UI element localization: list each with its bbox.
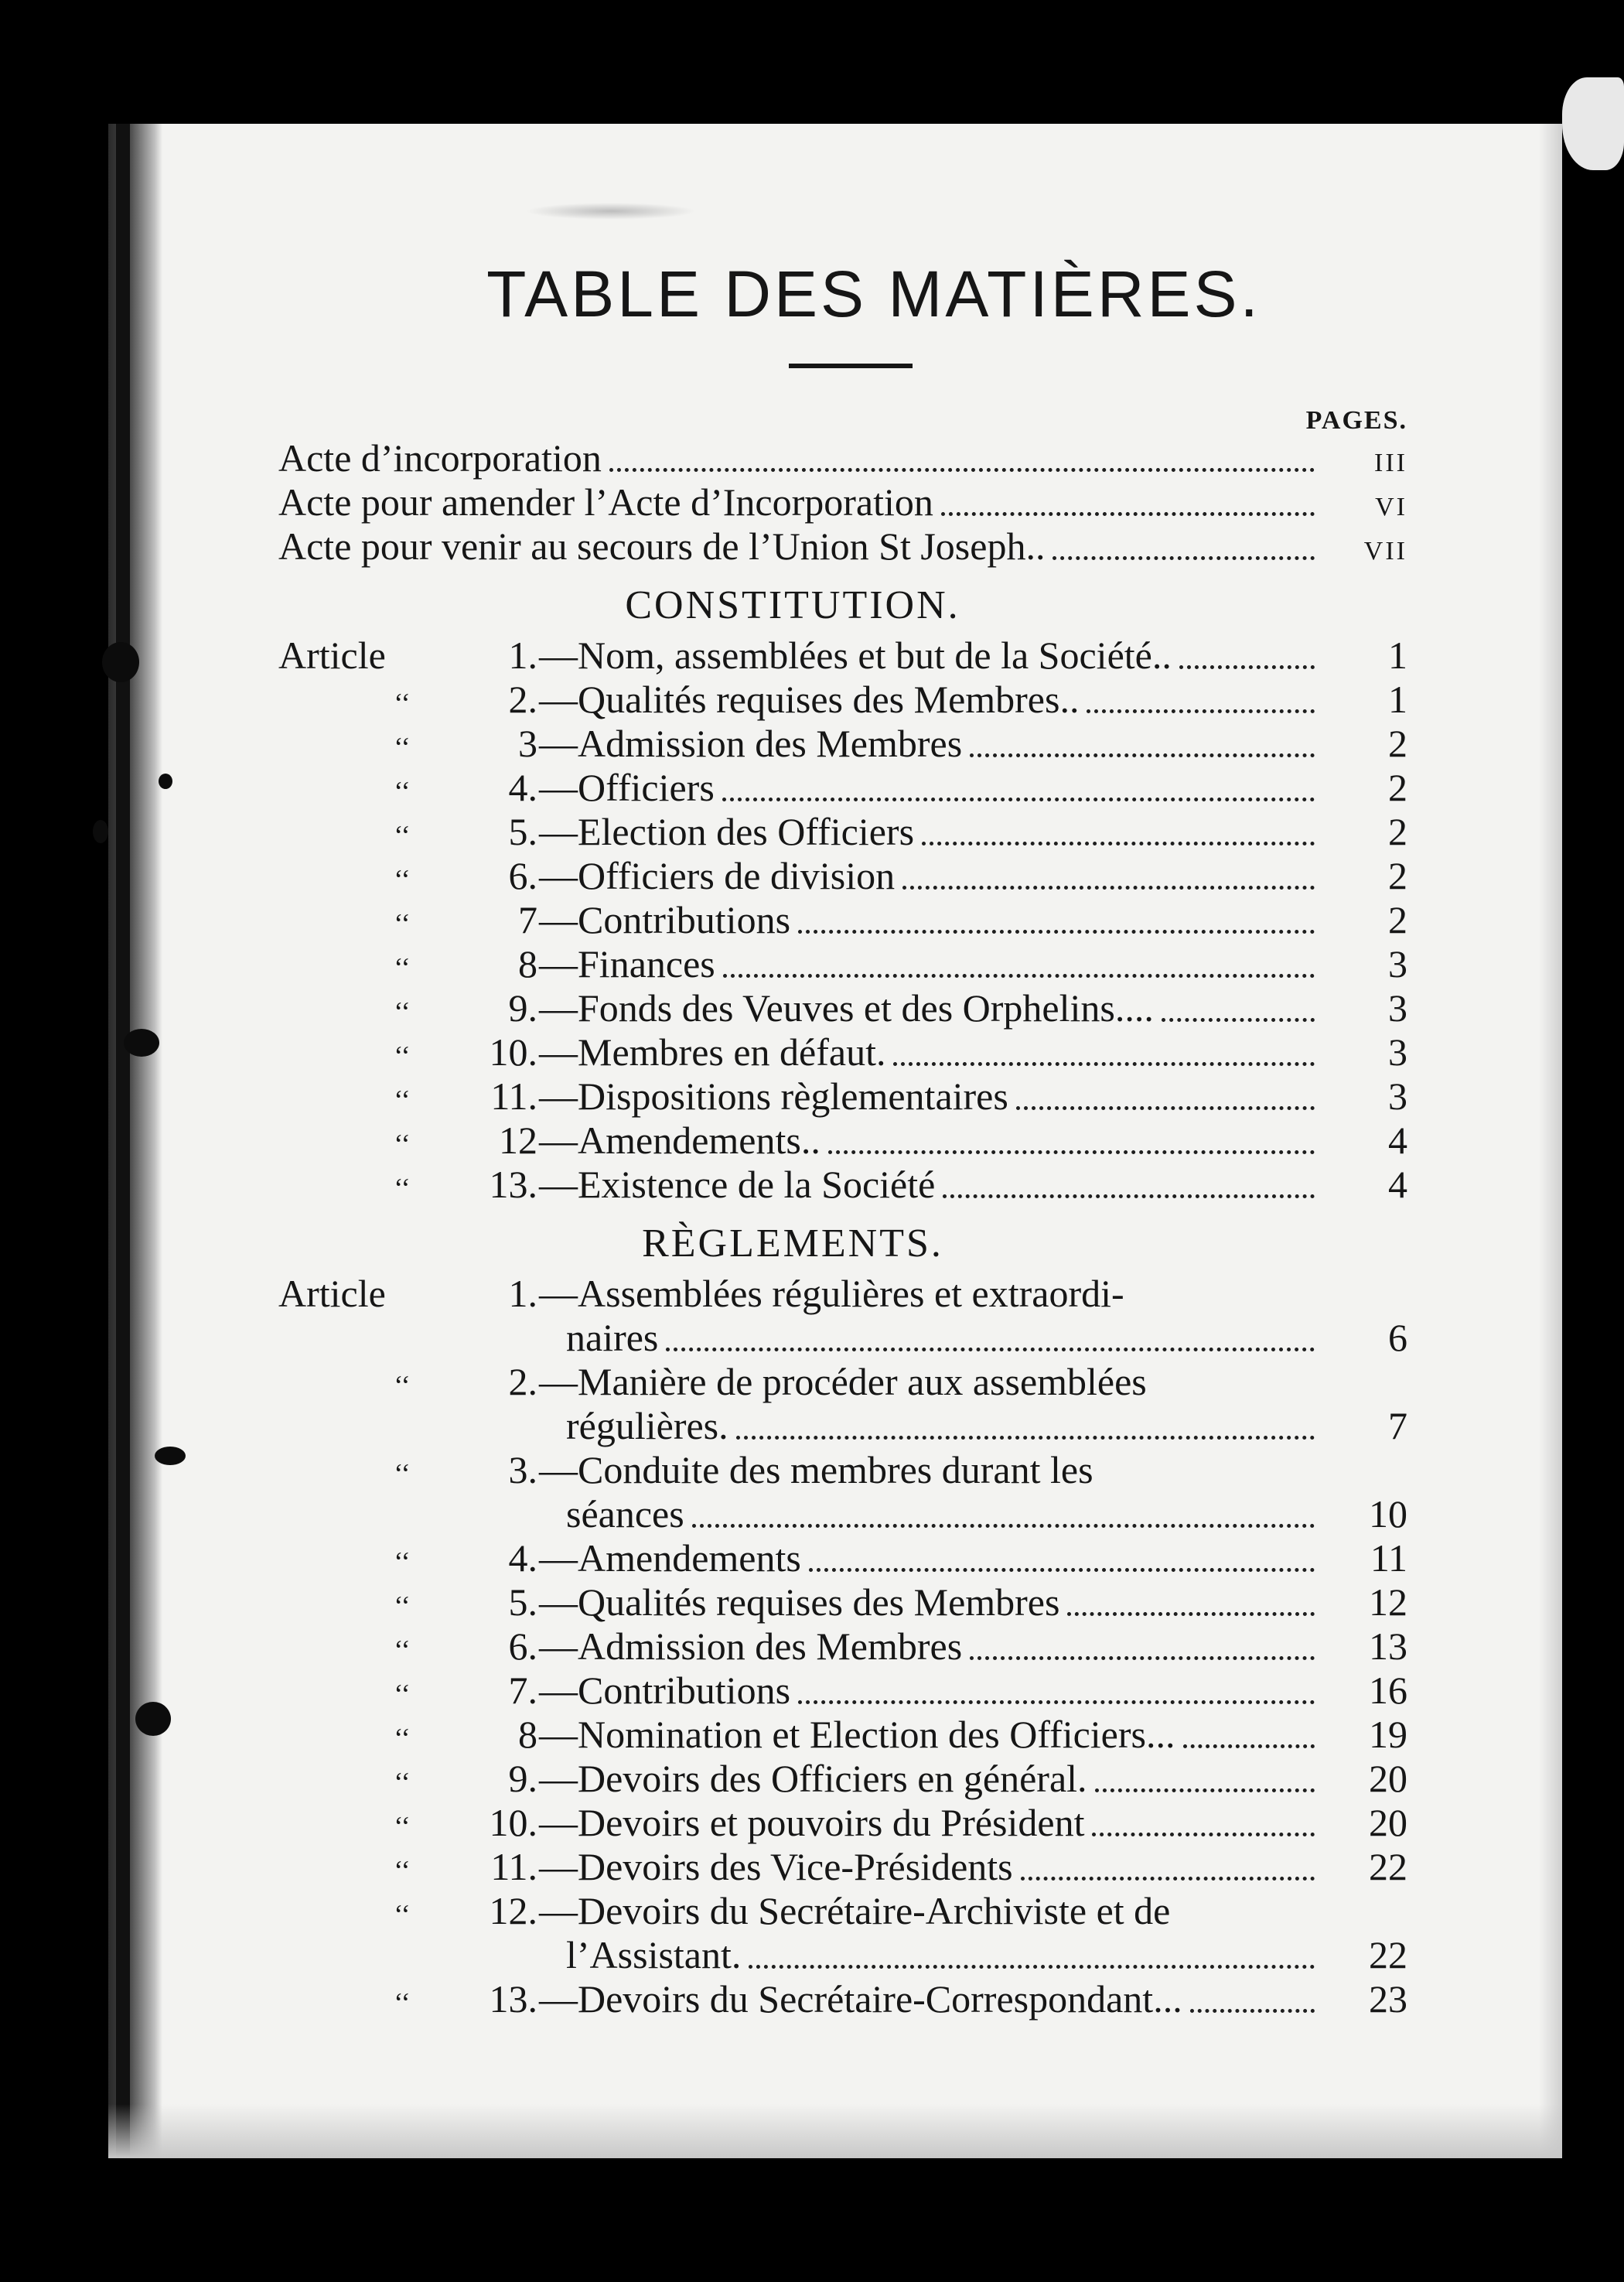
ditto-mark: ‘‘ [394, 688, 411, 719]
article-number: 11. [490, 1074, 537, 1118]
dot-leader [1053, 545, 1315, 560]
ditto-mark: ‘‘ [394, 908, 411, 939]
article-number: 5. [508, 1580, 537, 1624]
dot-leader [798, 1689, 1315, 1704]
reglements-entries [278, 1272, 1407, 2021]
page-edge-shadow [1539, 124, 1562, 2158]
entry-title: —Devoirs du Secrétaire-Correspondant... [539, 1977, 1182, 2021]
entry-page: 2 [1388, 898, 1407, 941]
dot-leader [809, 1557, 1315, 1572]
toc-entry [278, 1889, 1407, 1933]
entry-title: —Devoirs des Vice-Présidents [539, 1845, 1013, 1888]
toc-entry-continuation [278, 1492, 1407, 1536]
entry-page: 20 [1369, 1757, 1407, 1800]
dot-leader [1092, 1822, 1315, 1836]
entry-title: —Officiers de division [539, 854, 896, 897]
entry-title: Acte d’incorporation [278, 436, 602, 480]
toc-entry [278, 678, 1407, 722]
entry-page: 4 [1388, 1163, 1407, 1206]
entry-title: —Nomination et Election des Officiers... [539, 1713, 1175, 1756]
entry-title: —Dispositions règlementaires [539, 1074, 1008, 1118]
entry-title: —Admission des Membres [539, 722, 963, 765]
article-number: 7 [518, 898, 537, 941]
entry-page: VI [1375, 493, 1407, 521]
ditto-mark: ‘‘ [394, 952, 411, 983]
toc-entry-continuation [278, 1316, 1407, 1360]
article-number: 1. [508, 634, 537, 677]
toc-entry [278, 436, 1407, 480]
toc-entry [278, 1074, 1407, 1119]
article-number: 6. [508, 1624, 537, 1668]
entry-title: —Amendements.. [539, 1119, 821, 1162]
entry-title: —Manière de procéder aux assemblées [539, 1360, 1147, 1403]
dot-leader [902, 875, 1315, 890]
ditto-mark: ‘‘ [394, 1767, 411, 1798]
article-number: 9. [508, 986, 537, 1030]
ditto-mark: ‘‘ [394, 1811, 411, 1842]
article-number: 1. [508, 1272, 537, 1315]
toc-entry [278, 986, 1407, 1030]
toc-entry [278, 898, 1407, 942]
entry-title: —Existence de la Société [539, 1163, 936, 1206]
ditto-mark: ‘‘ [394, 1723, 411, 1754]
entry-title: —Contributions [539, 898, 791, 941]
article-number: 13. [489, 1163, 537, 1206]
toc-entry [278, 1977, 1407, 2021]
ditto-mark: ‘‘ [394, 1458, 411, 1489]
ditto-mark: ‘‘ [394, 820, 411, 851]
dot-leader [1183, 1734, 1315, 1748]
binding-spine [116, 124, 130, 2158]
binding-mark [159, 774, 172, 789]
dot-leader [1162, 1007, 1315, 1022]
ditto-mark: ‘‘ [394, 864, 411, 895]
entry-page: 6 [1388, 1316, 1407, 1359]
dot-leader [666, 1337, 1315, 1351]
ditto-mark: ‘‘ [394, 1129, 411, 1160]
entry-page: 1 [1388, 634, 1407, 677]
article-number: 2. [508, 678, 537, 721]
toc-entry-continuation [278, 1404, 1407, 1448]
entry-page: 2 [1388, 722, 1407, 765]
binding-mark [93, 820, 108, 843]
dot-leader [1016, 1095, 1315, 1110]
entry-title: —Devoirs des Officiers en général. [539, 1757, 1087, 1800]
article-number: 8 [518, 942, 537, 986]
constitution-entries [278, 634, 1407, 1207]
entry-title: —Finances [539, 942, 715, 986]
ditto-mark: ‘‘ [394, 1987, 411, 2018]
toc-entry [278, 942, 1407, 986]
dot-leader [941, 501, 1315, 516]
toc-entry [278, 722, 1407, 766]
dot-leader [798, 919, 1315, 934]
dot-leader [722, 787, 1315, 801]
entry-title: —Assemblées régulières et extraordi- [539, 1272, 1124, 1315]
article-number: 7. [508, 1669, 537, 1712]
article-number: 9. [508, 1757, 537, 1800]
dot-leader [736, 1425, 1315, 1440]
toc-entry [278, 1669, 1407, 1713]
article-number: 4. [508, 766, 537, 809]
ditto-mark: ‘‘ [394, 776, 411, 807]
entry-title: —Amendements [539, 1536, 801, 1580]
ditto-mark: ‘‘ [394, 1546, 411, 1577]
ditto-mark: ‘‘ [394, 996, 411, 1027]
entry-title-continued: l’Assistant. [566, 1933, 742, 1976]
article-number: 12. [489, 1889, 537, 1932]
entry-title: —Fonds des Veuves et des Orphelins.... [539, 986, 1154, 1030]
dot-leader [692, 1513, 1315, 1528]
entry-title: —Admission des Membres [539, 1624, 963, 1668]
toc-entry [278, 810, 1407, 854]
ditto-mark: ‘‘ [394, 1085, 411, 1115]
binding-mark [124, 1029, 159, 1057]
article-label: Article [278, 1272, 386, 1315]
entry-page: 23 [1369, 1977, 1407, 2021]
dot-leader [1067, 1601, 1315, 1616]
toc-entry [278, 480, 1407, 524]
entry-page: 22 [1369, 1933, 1407, 1976]
table-of-contents [278, 248, 1407, 2021]
article-number: 6. [508, 854, 537, 897]
entry-page: III [1374, 449, 1407, 477]
section-heading-constitution: CONSTITUTION. [625, 583, 960, 627]
binding-mark [102, 642, 139, 682]
entry-page: 7 [1388, 1404, 1407, 1447]
toc-entry [278, 1801, 1407, 1845]
dot-leader [970, 743, 1315, 757]
toc-entry [278, 1448, 1407, 1492]
dot-leader [1190, 1998, 1315, 2013]
toc-entry [278, 1624, 1407, 1669]
entry-page: 12 [1369, 1580, 1407, 1624]
toc-entry [278, 766, 1407, 810]
binding-mark [155, 1447, 186, 1465]
toc-entry [278, 1713, 1407, 1757]
dot-leader [1179, 654, 1315, 669]
ditto-mark: ‘‘ [394, 732, 411, 763]
toc-entry [278, 524, 1407, 569]
article-number: 10. [489, 1030, 537, 1074]
ditto-mark: ‘‘ [394, 1370, 411, 1401]
entry-page: 22 [1369, 1845, 1407, 1888]
article-number: 12 [499, 1119, 537, 1162]
toc-entry [278, 1163, 1407, 1207]
entry-title: —Conduite des membres durant les [539, 1448, 1093, 1491]
entry-title-continued: régulières. [566, 1404, 728, 1447]
article-number: 4. [508, 1536, 537, 1580]
article-number: 13. [489, 1977, 537, 2021]
dot-leader [922, 831, 1315, 846]
entry-page: 3 [1388, 1030, 1407, 1074]
toc-entry [278, 854, 1407, 898]
entry-title: —Devoirs et pouvoirs du Président [539, 1801, 1085, 1844]
dot-leader [749, 1954, 1315, 1969]
pages-column-label: PAGES. [1305, 406, 1407, 435]
entry-title: —Officiers [539, 766, 715, 809]
dot-leader [1095, 1778, 1315, 1792]
section-heading-reglements: RÈGLEMENTS. [642, 1221, 943, 1266]
entry-page: 2 [1388, 810, 1407, 853]
article-number: 8 [518, 1713, 537, 1756]
entry-page: 2 [1388, 854, 1407, 897]
entry-title-continued: naires [566, 1316, 659, 1359]
intro-entries [278, 436, 1407, 569]
article-label: Article [278, 634, 386, 677]
ditto-mark: ‘‘ [394, 1679, 411, 1710]
toc-entry [278, 1030, 1407, 1074]
entry-page: 16 [1369, 1669, 1407, 1712]
entry-page: 11 [1370, 1536, 1407, 1580]
title-rule [789, 364, 913, 368]
entry-title: —Election des Officiers [539, 810, 915, 853]
entry-page: VII [1363, 537, 1407, 565]
dot-leader [970, 1645, 1315, 1660]
entry-page: 2 [1388, 766, 1407, 809]
entry-title: —Contributions [539, 1669, 791, 1712]
dot-leader [1021, 1866, 1315, 1881]
dot-leader [893, 1051, 1315, 1066]
article-number: 11. [490, 1845, 537, 1888]
article-number: 2. [508, 1360, 537, 1403]
entry-page: 4 [1388, 1119, 1407, 1162]
dot-leader [723, 963, 1315, 978]
entry-page: 19 [1369, 1713, 1407, 1756]
dot-leader [943, 1184, 1315, 1198]
ink-smudge [526, 203, 696, 220]
ditto-mark: ‘‘ [394, 1173, 411, 1204]
entry-title: —Devoirs du Secrétaire-Archiviste et de [539, 1889, 1171, 1932]
entry-title: —Membres en défaut. [539, 1030, 886, 1074]
article-number: 5. [508, 810, 537, 853]
toc-entry [278, 1845, 1407, 1889]
entry-title: —Nom, assemblées et but de la Société.. [539, 634, 1172, 677]
ditto-mark: ‘‘ [394, 1855, 411, 1886]
binding-mark [135, 1702, 171, 1736]
entry-page: 13 [1369, 1624, 1407, 1668]
paper-scrap [1562, 77, 1624, 170]
ditto-mark: ‘‘ [394, 1635, 411, 1665]
ditto-mark: ‘‘ [394, 1590, 411, 1621]
entry-page: 20 [1369, 1801, 1407, 1844]
dot-leader [609, 457, 1315, 472]
entry-page: 1 [1388, 678, 1407, 721]
toc-entry [278, 1757, 1407, 1801]
article-number: 3. [508, 1448, 537, 1491]
entry-title-continued: séances [566, 1492, 684, 1536]
ditto-mark: ‘‘ [394, 1040, 411, 1071]
entry-page: 3 [1388, 942, 1407, 986]
entry-page: 3 [1388, 986, 1407, 1030]
dot-leader [1087, 699, 1315, 713]
toc-entry [278, 1272, 1407, 1316]
entry-title: —Qualités requises des Membres.. [539, 678, 1080, 721]
entry-title: Acte pour amender l’Acte d’Incorporation [278, 480, 933, 524]
toc-entry [278, 1580, 1407, 1624]
dot-leader [828, 1139, 1315, 1154]
entry-page: 3 [1388, 1074, 1407, 1118]
entry-title: Acte pour venir au secours de l’Union St Joseph.. [278, 524, 1046, 568]
toc-entry [278, 634, 1407, 678]
page-title: TABLE DES MATIÈRES. [486, 258, 1261, 330]
toc-entry [278, 1119, 1407, 1163]
entry-page: 10 [1369, 1492, 1407, 1536]
toc-entry [278, 1360, 1407, 1404]
article-number: 10. [489, 1801, 537, 1844]
page-bottom-shadow [108, 2104, 1562, 2158]
article-number: 3 [518, 722, 537, 765]
entry-title: —Qualités requises des Membres [539, 1580, 1060, 1624]
ditto-mark: ‘‘ [394, 1899, 411, 1930]
toc-entry-continuation [278, 1933, 1407, 1977]
toc-entry [278, 1536, 1407, 1580]
